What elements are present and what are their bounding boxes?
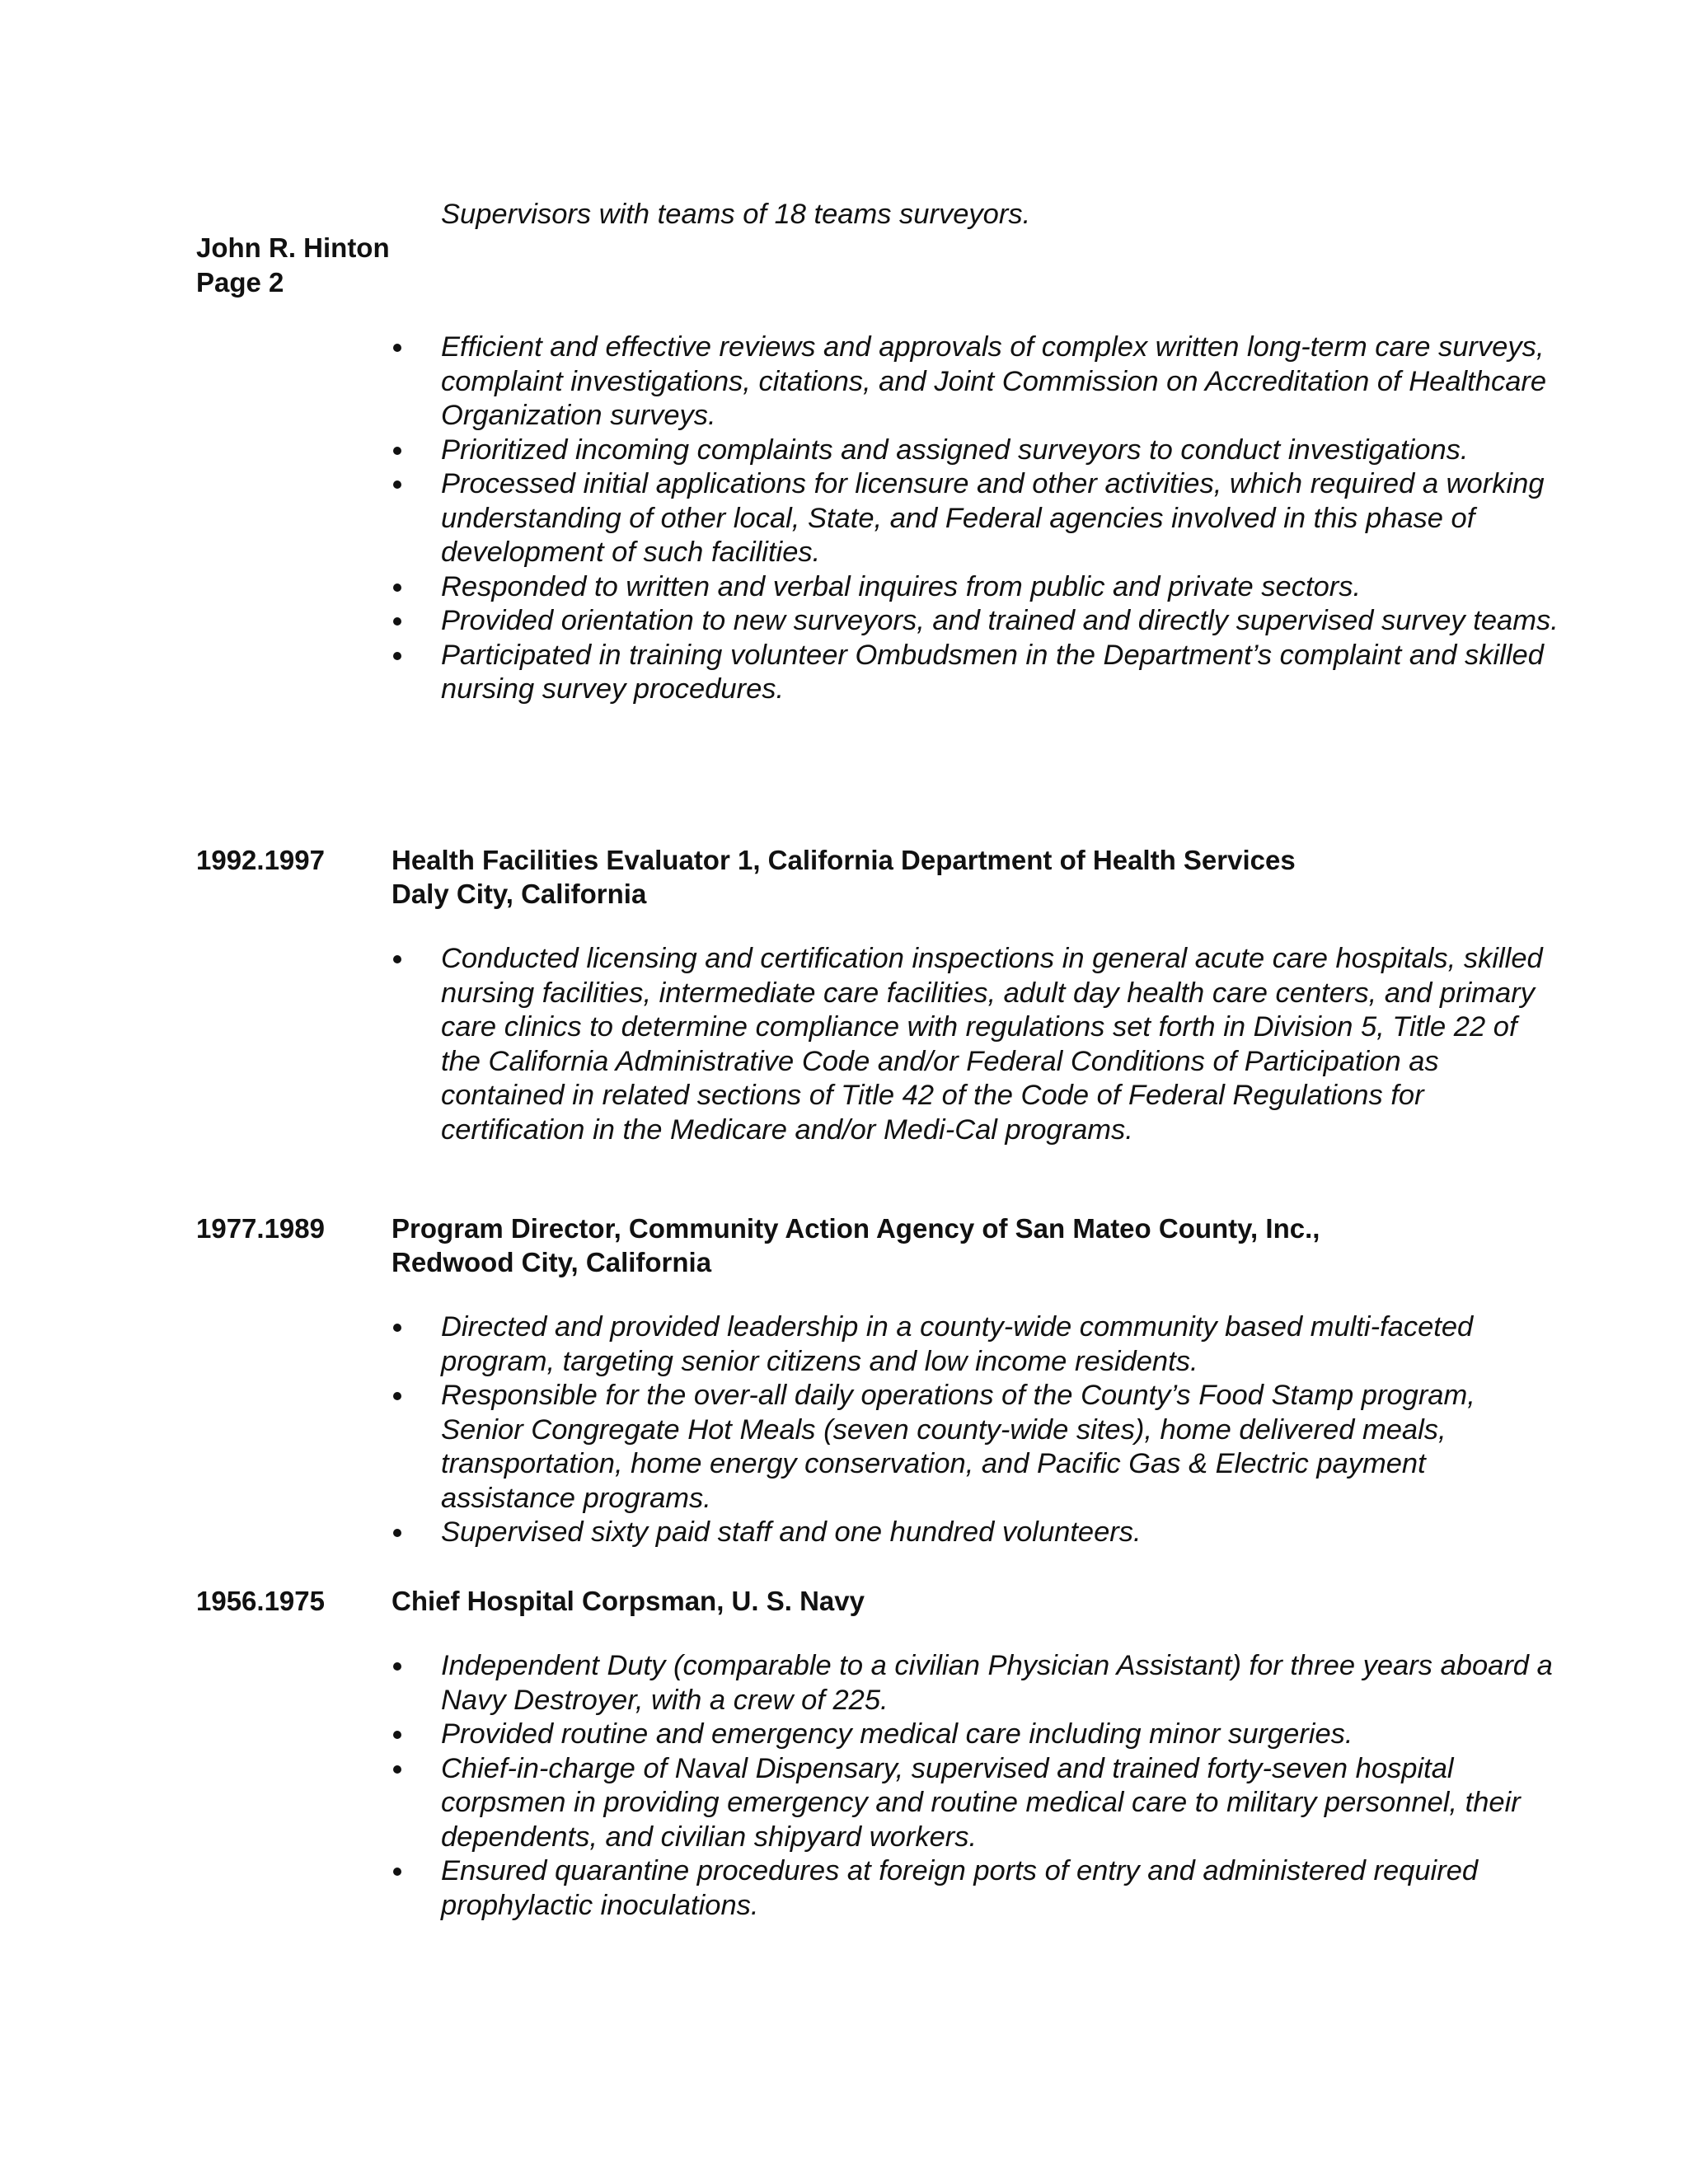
bullet-icon <box>393 1324 401 1332</box>
list-item: Provided orientation to new surveyors, and trained and directly supervised survey teams. <box>392 604 1562 639</box>
list-item: Directed and provided leadership in a county-wide community based multi-faceted program, targeting senior citizens and low income residents. <box>392 1310 1562 1379</box>
list-item: Participated in training volunteer Ombudsmen in the Department’s complaint and skilled nursing survey procedures. <box>392 639 1562 707</box>
bullet-icon <box>393 344 401 352</box>
job-title: Program Director, Community Action Agency of San Mateo County, Inc., <box>392 1213 1320 1244</box>
list-item: Processed initial applications for licensure and other activities, which required a working understanding of other local, State, and Federal agencies involved in this phase of development of such facilities. <box>392 467 1562 570</box>
list-item: Responsible for the over-all daily operations of the County’s Food Stamp program, Senior Congregate Hot Meals (seven county-wide sites), home delivered meals, transportation, home energy conservation, and Pacific Gas & Electric payment assistance programs. <box>392 1379 1562 1516</box>
job-dates: 1956.1975 <box>196 1586 325 1616</box>
continuation-line: Supervisors with teams of 18 teams surveyors. <box>441 199 1031 230</box>
bullet-icon <box>393 652 401 660</box>
bullet-list-continued <box>392 330 1562 707</box>
job-title: Health Facilities Evaluator 1, California Department of Health Services <box>392 845 1296 875</box>
header-page-number: Page 2 <box>196 267 284 298</box>
list-item: Ensured quarantine procedures at foreign ports of entry and administered required prophylactic inoculations. <box>392 1854 1562 1923</box>
list-item: Supervised sixty paid staff and one hundred volunteers. <box>392 1516 1562 1550</box>
bullet-icon <box>393 447 401 455</box>
list-item: Provided routine and emergency medical care including minor surgeries. <box>392 1718 1562 1752</box>
job-location: Redwood City, California <box>392 1247 712 1277</box>
job-location: Daly City, California <box>392 879 647 909</box>
job-title: Chief Hospital Corpsman, U. S. Navy <box>392 1586 865 1616</box>
bullet-icon <box>393 1868 401 1876</box>
bullet-list-health-facilities <box>392 942 1562 1147</box>
bullet-icon <box>393 583 401 592</box>
bullet-icon <box>393 955 401 963</box>
bullet-icon <box>393 617 401 626</box>
bullet-list-navy <box>392 1649 1562 1923</box>
job-dates: 1992.1997 <box>196 845 325 875</box>
bullet-icon <box>393 1662 401 1671</box>
list-item: Prioritized incoming complaints and assigned surveyors to conduct investigations. <box>392 434 1562 468</box>
bullet-icon <box>393 1392 401 1400</box>
bullet-icon <box>393 1765 401 1774</box>
header-name: John R. Hinton <box>196 232 390 263</box>
bullet-icon <box>393 1529 401 1537</box>
bullet-icon <box>393 480 401 489</box>
list-item: Chief-in-charge of Naval Dispensary, supervised and trained forty-seven hospital corpsmen in providing emergency and routine medical care to military personnel, their dependents, and civilian shipyard workers. <box>392 1752 1562 1855</box>
bullet-icon <box>393 1731 401 1739</box>
list-item: Conducted licensing and certification inspections in general acute care hospitals, skilled nursing facilities, intermediate care facilities, adult day health care centers, and primary care clinics to determine compliance with regulations set forth in Division 5, Title 22 of the California Administrative Code and/or Federal Conditions of Participation as contained in related sections of Title 42 of the Code of Federal Regulations for certification in the Medicare and/or Medi-Cal programs. <box>392 942 1562 1147</box>
bullet-list-community-action <box>392 1310 1562 1550</box>
list-item: Independent Duty (comparable to a civilian Physician Assistant) for three years aboard a Navy Destroyer, with a crew of 225. <box>392 1649 1562 1718</box>
list-item: Efficient and effective reviews and approvals of complex written long-term care surveys, complaint investigations, citations, and Joint Commission on Accreditation of Healthcare Organization surveys. <box>392 330 1562 434</box>
list-item: Responded to written and verbal inquires from public and private sectors. <box>392 570 1562 605</box>
job-dates: 1977.1989 <box>196 1213 325 1244</box>
